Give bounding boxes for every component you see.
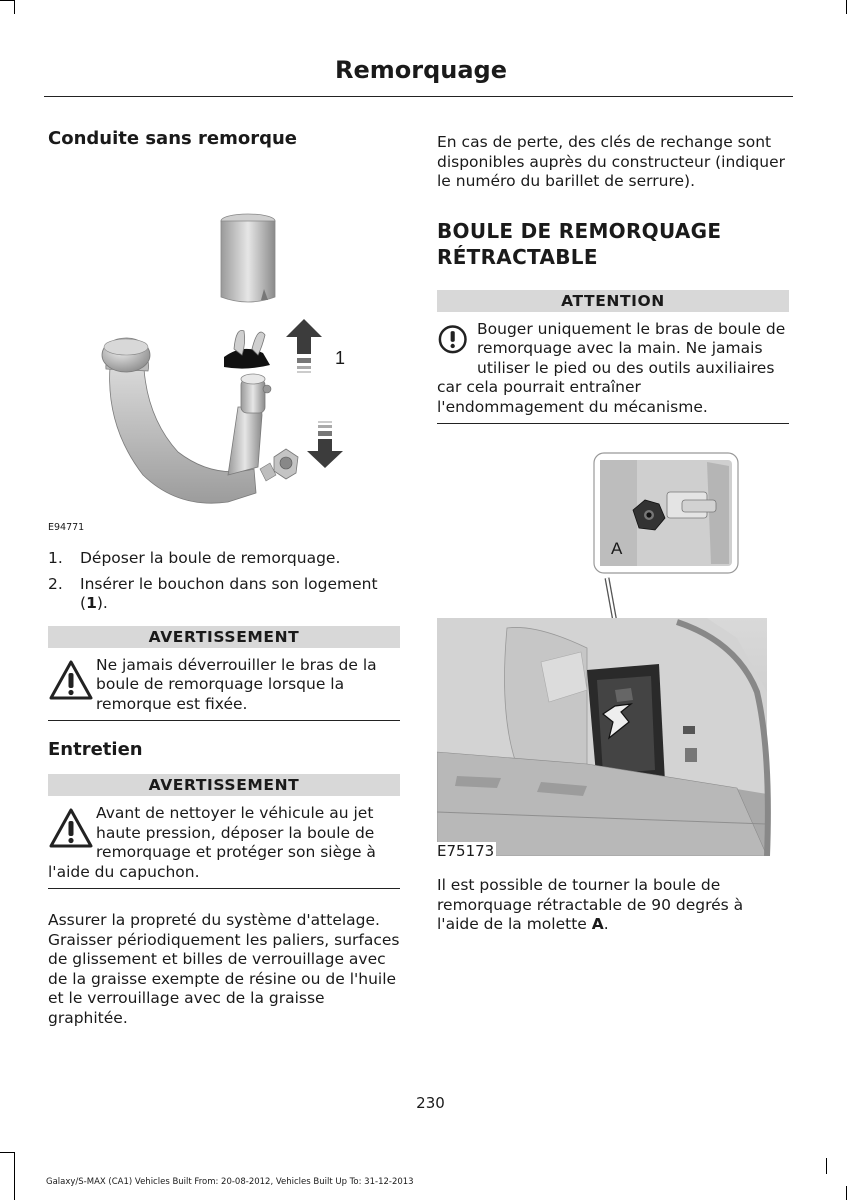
crop-mark xyxy=(846,1186,847,1200)
step-list xyxy=(48,549,400,614)
section-title-line: RÉTRACTABLE xyxy=(437,244,598,269)
figure-code: E75173 xyxy=(437,842,495,860)
attention-body xyxy=(437,320,789,418)
warning-box xyxy=(48,626,400,722)
heading-no-trailer: Conduite sans remorque xyxy=(48,128,297,149)
warning-triangle-icon xyxy=(48,806,94,850)
step-text-end: ). xyxy=(96,594,108,612)
rotate-callout: A xyxy=(591,915,604,933)
detail-inset xyxy=(594,453,738,573)
crop-mark xyxy=(0,1152,14,1153)
arrow-up-icon xyxy=(286,319,322,373)
crop-mark xyxy=(14,0,15,14)
warning-triangle-icon xyxy=(48,658,94,702)
warning-body xyxy=(48,656,400,715)
attention-text: Bouger uniquement le bras de boule de remorquage avec la main. Ne jamais utiliser le pied ou des outils auxiliaires car cela pourrait entraîner l'endommagement du mécanisme. xyxy=(437,319,786,416)
warning-text: Ne jamais déverrouiller le bras de la boule de remorquage lorsque la remorque est fixée. xyxy=(96,655,377,713)
maintenance-text: Assurer la propreté du système d'attelage. Graisser périodiquement les paliers, surfaces de glissement et billes de verrouillage avec de la graisse exempte de résine ou de l'huile et le verrouillage avec de la graisse graphitée. xyxy=(48,911,400,1027)
crop-mark xyxy=(826,1158,827,1174)
crop-mark xyxy=(0,0,14,1)
section-title-line: BOULE DE REMORQUAGE xyxy=(437,218,722,243)
attention-box xyxy=(437,290,789,425)
warning-title: AVERTISSEMENT xyxy=(48,774,400,796)
towball-illustration xyxy=(48,157,400,525)
knob-illustration xyxy=(260,449,298,481)
list-item xyxy=(48,549,400,569)
page-title: Remorquage xyxy=(334,56,507,84)
page-header xyxy=(44,52,793,97)
figure-retractable-towball xyxy=(437,452,789,860)
callout-1: 1 xyxy=(335,348,346,368)
figure-towball-removal xyxy=(48,157,400,535)
step-number: 2. xyxy=(48,574,63,593)
warning-title: AVERTISSEMENT xyxy=(48,626,400,648)
arrow-down-icon xyxy=(307,421,343,468)
list-item xyxy=(48,575,400,614)
rotate-text xyxy=(437,876,789,935)
warning-body xyxy=(48,804,400,882)
attention-title: ATTENTION xyxy=(437,290,789,312)
rotate-text-end: . xyxy=(603,915,609,933)
warning-box xyxy=(48,774,400,889)
cap-illustration xyxy=(221,214,275,302)
right-column xyxy=(437,133,789,935)
section-title xyxy=(437,218,789,270)
attention-circle-icon xyxy=(437,322,475,360)
figure-code: E94771 xyxy=(48,522,85,533)
step-callout: 1 xyxy=(86,594,97,612)
trunk-scene xyxy=(437,618,768,856)
heading-maintenance: Entretien xyxy=(48,739,143,760)
left-column xyxy=(48,128,400,1028)
spare-keys-text: En cas de perte, des clés de rechange sont disponibles auprès du constructeur (indiquer le numéro du barillet de serrure). xyxy=(437,133,786,190)
warning-text: Avant de nettoyer le véhicule au jet haute pression, déposer la boule de remorquage et protéger son siège à l'aide du capuchon. xyxy=(48,804,376,881)
callout-a: A xyxy=(611,539,623,558)
luggage-compartment-illustration xyxy=(437,452,777,856)
step-text: Déposer la boule de remorquage. xyxy=(80,549,341,567)
plug-illustration xyxy=(224,330,270,368)
rotate-text-body: Il est possible de tourner la boule de remorquage rétractable de 90 degrés à l'aide de la molette xyxy=(437,876,744,933)
crop-mark xyxy=(14,1152,15,1200)
step-number: 1. xyxy=(48,549,63,567)
vehicle-info: Galaxy/S-MAX (CA1) Vehicles Built From: 20-08-2012, Vehicles Built Up To: 31-12-2013 xyxy=(46,1177,414,1187)
step-text: Insérer le bouchon dans son logement ( xyxy=(80,574,378,612)
crop-mark xyxy=(846,0,847,14)
page-number: 230 xyxy=(416,1094,445,1112)
